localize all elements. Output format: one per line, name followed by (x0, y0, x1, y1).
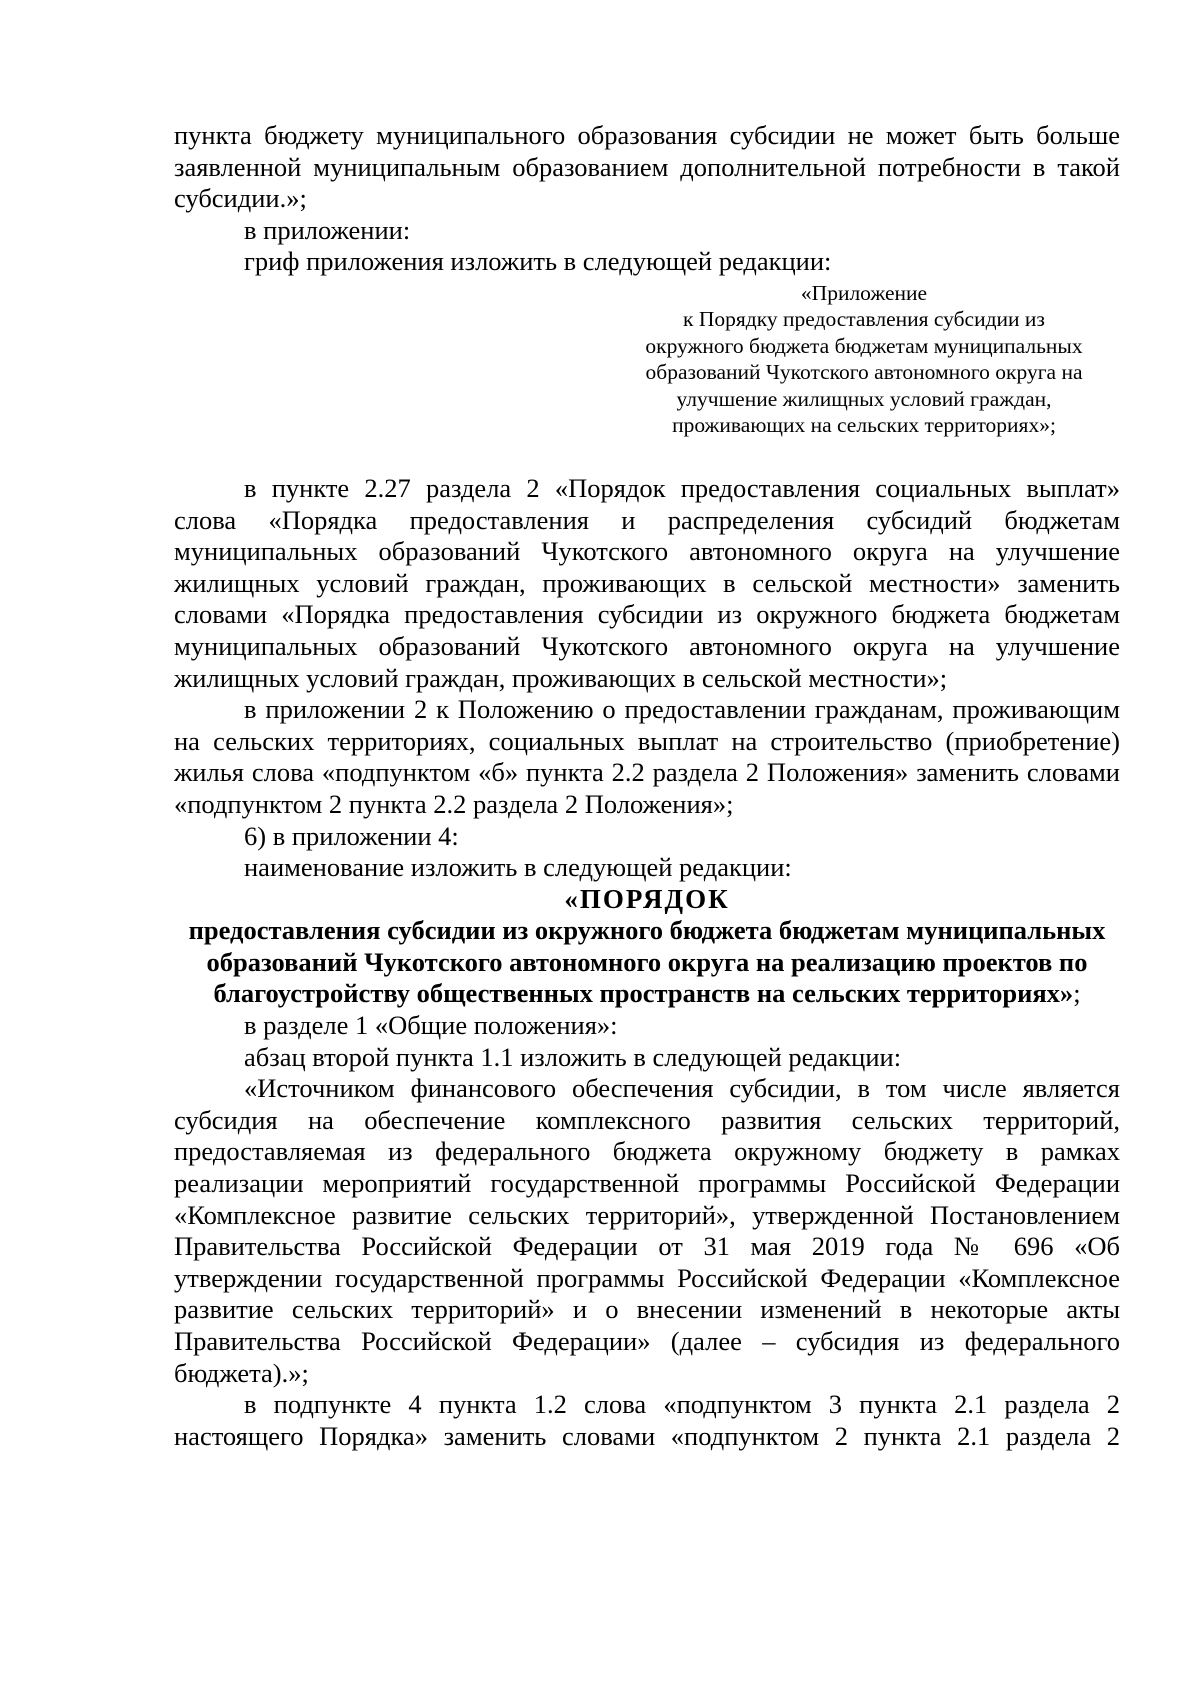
grif-line: улучшение жилищных условий граждан, (676, 386, 1052, 411)
order-subtitle-text: предоставления субсидии из окружного бюджета бюджетам муниципальных образований Чукотского автономного округа на реализацию проектов по благоустройству общественных пространств на сельских территориях» (188, 915, 1106, 1009)
grif-line: к Порядку предоставления субсидии из (683, 307, 1045, 332)
order-subtitle (174, 915, 1120, 1010)
grif-line: проживающих на сельских территориях»; (672, 413, 1056, 438)
grif-line: образований Чукотского автономного округа на (645, 360, 1083, 385)
paragraph-appendix-2: в приложении 2 к Положению о предоставлении гражданам, проживающим на сельских территориях, социальных выплат на строительство (приобретение) жилья слова «подпунктом «б» пункта 2.2 раздела 2 Положения» заменить словами «подпунктом 2 пункта 2.2 раздела 2 Положения»; (174, 694, 1120, 819)
paragraph-continuation: пункта бюджету муниципального образования субсидии не может быть больше заявленной муниципальным образованием дополнительной потребности в такой субсидии.»; (174, 120, 1120, 214)
paragraph-grif-instruction: гриф приложения изложить в следующей редакции: (244, 246, 832, 277)
paragraph-section-1: в разделе 1 «Общие положения»: (244, 1010, 618, 1041)
order-title: «ПОРЯДОК (564, 883, 730, 914)
order-subtitle-tail: ; (1073, 978, 1081, 1009)
appendix-grif (594, 280, 1134, 439)
paragraph-in-appendix: в приложении: (244, 214, 411, 245)
paragraph-point-1-1: абзац второй пункта 1.1 изложить в следующей редакции: (244, 1041, 902, 1072)
grif-line: «Приложение (800, 280, 928, 305)
spacer (174, 439, 1120, 473)
paragraph-appendix-4: 6) в приложении 4: (244, 820, 459, 851)
grif-line: окружного бюджета бюджетам муниципальных (645, 333, 1083, 358)
paragraph-funding-source: «Источником финансового обеспечения субсидии, в том числе является субсидия на обеспечение комплексного развития сельских территорий, предоставляемая из федерального бюджета окружному бюджету в рамках реализации мероприятий государственной программы Российской Федерации «Комплексное развитие сельских территорий», утвержденной Постановлением Правительства Российской Федерации от 31 мая 2019 года № 696 «Об утверждении государственной программы Российской Федерации «Комплексное развитие сельских территорий» и о внесении изменений в некоторые акты Правительства Российской Федерации» (далее – субсидия из федерального бюджета).»; (174, 1073, 1120, 1388)
paragraph-name-instruction: наименование изложить в следующей редакции: (244, 852, 792, 883)
paragraph-subpoint-4: в подпункте 4 пункта 1.2 слова «подпунктом 3 пункта 2.1 раздела 2 настоящего Порядка» заменить словами «подпунктом 2 пункта 2.1 раздела 2 (174, 1389, 1120, 1451)
document-page (174, 120, 1120, 1452)
paragraph-point-2-27: в пункте 2.27 раздела 2 «Порядок предоставления социальных выплат» слова «Порядка предоставления и распределения субсидий бюджетам муниципальных образований Чукотского автономного округа на улучшение жилищных условий граждан, проживающих в сельской местности» заменить словами «Порядка предоставления субсидии из окружного бюджета бюджетам муниципальных образований Чукотского автономного округа на улучшение жилищных условий граждан, проживающих в сельской местности»; (174, 472, 1120, 693)
